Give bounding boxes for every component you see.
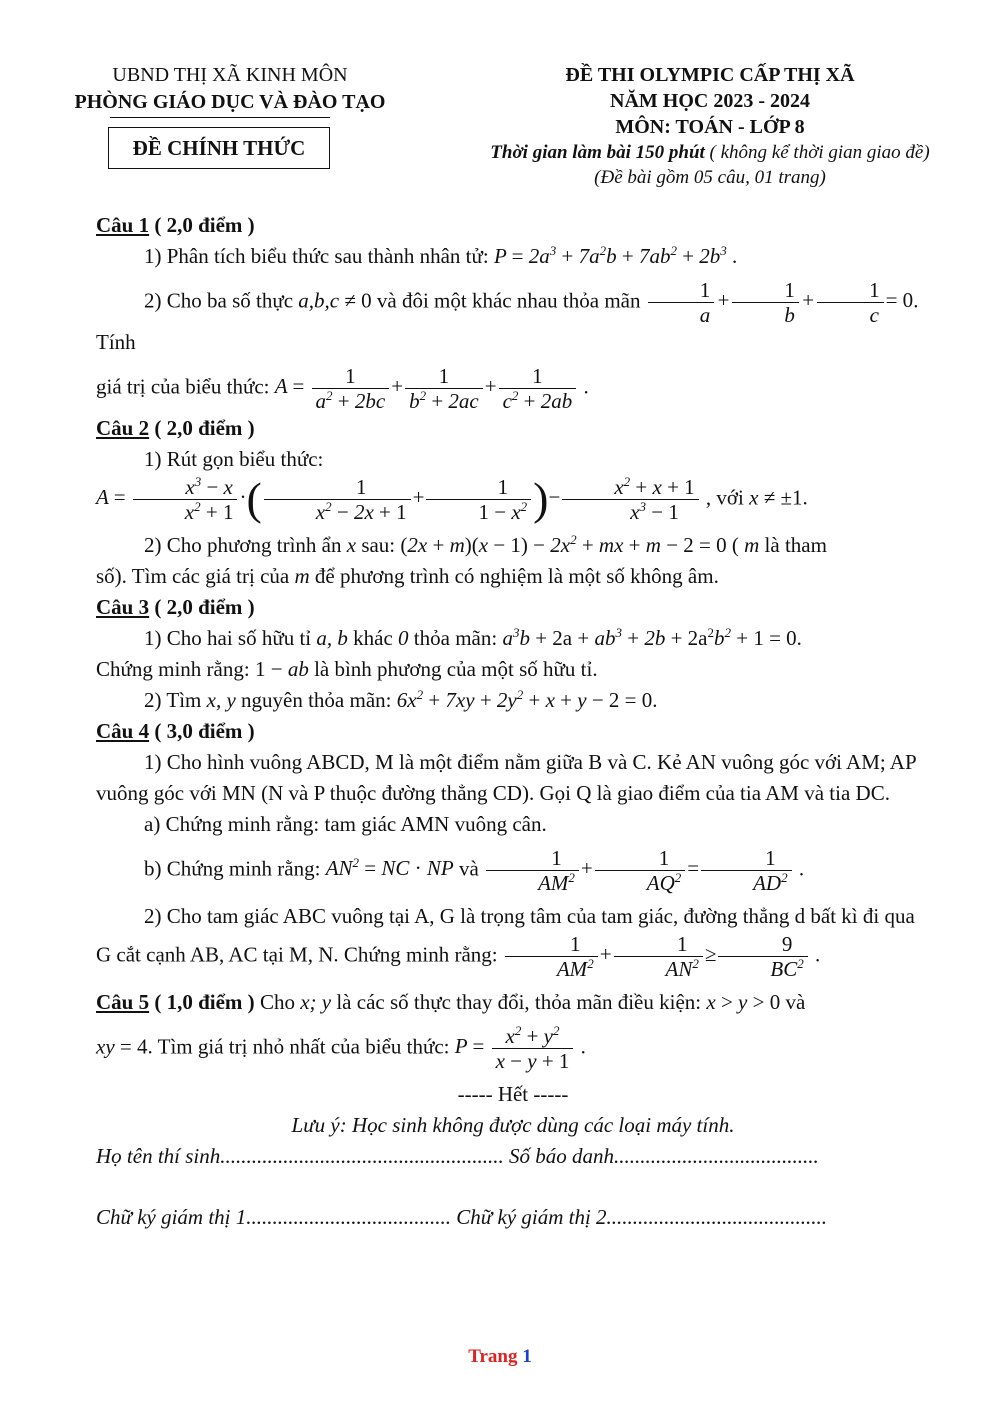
calculator-note: Lưu ý: Học sinh không được dùng các loại máy tính. (291, 1113, 735, 1137)
question-2-part-2: 2) Cho phương trình ẩn x sau: $(2x + m)(x - 1) - 2x^2$ + mx + m − 2 = 0 ( m là tham (144, 532, 827, 557)
question-2-part-1: 1) Rút gọn biểu thức: A = $\frac{x^3 - x}{x^2 + 1}$ ·( $\frac{1}{x^2 - 2x + 1}$ + $\frac{1}{1 - x^2}$ )− $\frac{x^2 + x + 1}{x^3 - 1}$ , với x ≠ ±1. (96, 447, 808, 525)
pages-note: (Đề bài gồm 05 câu, 01 trang) (594, 167, 826, 188)
question-4-part-1b: b) Chứng minh rằng: $AN^2$ = NC · NP và $\frac{1}{AM^2}$ + $\frac{1}{AQ^2}$ = $\frac{1}{AD^2}$ . (144, 846, 805, 895)
question-3-part-2: 2) Tìm x, y nguyên thỏa mãn: $6x^2 + 7xy + 2y^2 + x + y - 2 = 0$. (144, 687, 658, 712)
question-3-part-1: 1) Cho hai số hữu tỉ a, b khác 0 thỏa mãn: $a^3b + 2a + ab^3 + 2b + 2a^2b^2 + 1 = 0$. (144, 625, 802, 650)
exam-title: ĐỀ THI OLYMPIC CẤP THỊ XÃ (565, 64, 855, 86)
candidate-info-line: Họ tên thí sinh...................................................... Số báo danh....................................... (96, 1144, 819, 1168)
subject: MÔN: TOÁN - LỚP 8 (615, 116, 805, 138)
question-2-title: Câu 2 ( 2,0 điểm ) (96, 416, 255, 440)
exam-content (96, 210, 930, 1233)
question-3-title: Câu 3 ( 2,0 điểm ) (96, 595, 255, 619)
question-1-part-2-cont: giá trị của biểu thức: A = $\frac{1}{a^2 + 2bc}$ + $\frac{1}{b^2 + 2ac}$ + $\frac{1}{c^2 + 2ab}$ . (96, 364, 589, 413)
question-5-cont: xy = 4. Tìm giá trị nhỏ nhất của biểu thức: P = $\frac{x^2 + y^2}{x - y + 1}$ . (96, 1023, 586, 1073)
question-4-part-1a: a) Chứng minh rằng: tam giác AMN vuông cân. (144, 812, 547, 836)
question-3-part-1-cont: Chứng minh rằng: 1 − ab là bình phương của một số hữu tỉ. (96, 657, 598, 681)
question-1-part-1: 1) Phân tích biểu thức sau thành nhân tử: $P = 2a^3 + 7a^2b + 7ab^2 + 2b^3$ . (144, 243, 738, 268)
question-4-part-1: 1) Cho hình vuông ABCD, M là một điểm nằm giữa B và C. Kẻ AN vuông góc với AM; AP vuông góc với MN (N và P thuộc đường thẳng CD). Gọi Q là giao điểm của tia AM và tia DC. (96, 750, 916, 805)
time-limit: Thời gian làm bài 150 phút ( không kể thời gian giao đề) (490, 142, 930, 163)
official-exam-badge: ĐỀ CHÍNH THỨC (108, 127, 330, 169)
exam-header (440, 62, 980, 190)
department-name: PHÒNG GIÁO DỤC VÀ ĐÀO TẠO (74, 91, 386, 113)
question-5: Câu 5 ( 1,0 điểm ) Cho x; y là các số thực thay đổi, thỏa mãn điều kiện: x > y > 0 và (96, 990, 806, 1014)
page-number: Trang 1 (468, 1346, 532, 1367)
school-year: NĂM HỌC 2023 - 2024 (610, 90, 810, 112)
end-marker: ----- Hết ----- (457, 1082, 569, 1106)
proctor-signature-line: Chữ ký giám thị 1....................................... Chữ ký giám thị 2.......................................... (96, 1205, 828, 1229)
authority-name: UBND THỊ XÃ KINH MÔN (112, 64, 348, 86)
header-divider (110, 117, 330, 118)
school-header (55, 62, 405, 116)
question-1-title: Câu 1 ( 2,0 điểm ) (96, 213, 255, 237)
question-4-title: Câu 4 ( 3,0 điểm ) (96, 719, 255, 743)
question-4-part-2: 2) Cho tam giác ABC vuông tại A, G là trọng tâm của tam giác, đường thẳng d bất kì đi qua G cắt cạnh AB, AC tại M, N. Chứng minh rằng: $\frac{1}{AM^2}$ + $\frac{1}{AN^2}$ ≥ $\frac{9}{BC^2}$ . (96, 904, 915, 981)
question-1-part-2: 2) Cho ba số thực a,b,c ≠ 0 và đôi một khác nhau thỏa mãn $\frac{1}{a}$ + $\frac{1}{b}$ + $\frac{1}{c}$ = 0. Tính (96, 278, 919, 354)
question-2-part-2-cont: số). Tìm các giá trị của m để phương trình có nghiệm là một số không âm. (96, 564, 719, 588)
